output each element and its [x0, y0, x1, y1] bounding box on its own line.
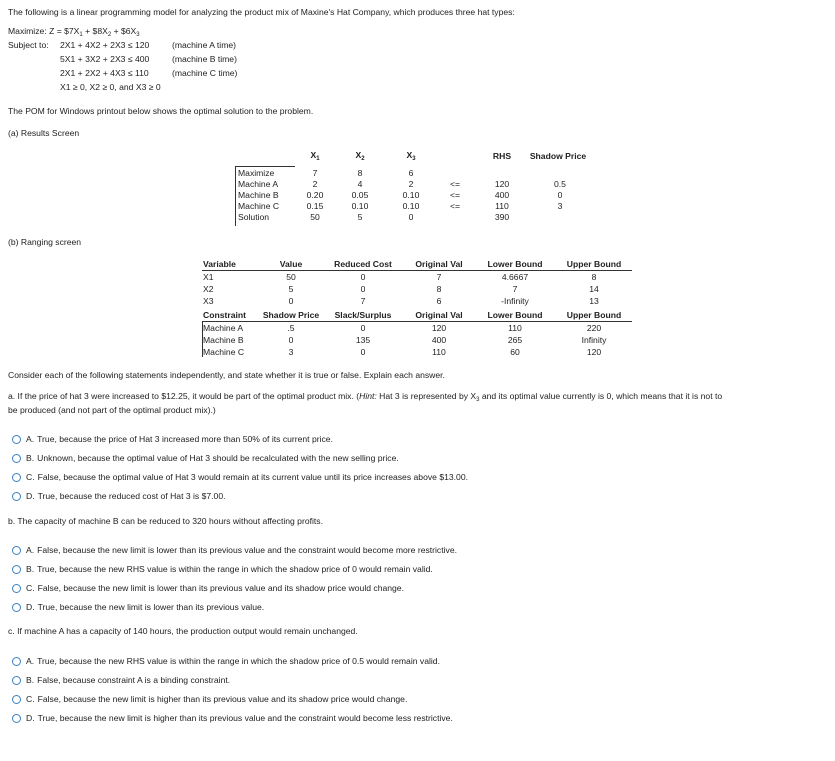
ranging-con-cell: 120	[586, 347, 602, 357]
radio-button[interactable]	[12, 714, 21, 723]
question-a-option-d[interactable]	[12, 491, 226, 501]
ranging-var-cell: 0	[360, 272, 366, 282]
option-text: True, because the new limit is lower than its previous value.	[37, 602, 265, 612]
results-cell-op: <=	[449, 201, 461, 211]
ranging-con-cell: Machine B	[203, 335, 244, 345]
option-text: False, because the new limit is lower than its previous value and its shadow price would change.	[37, 583, 404, 593]
ranging-var-cell: 7	[360, 296, 366, 306]
results-header-shadow: Shadow Price	[529, 151, 587, 161]
ranging-var-cell: 5	[288, 284, 294, 294]
constraint-a: 2X1 + 4X2 + 2X3 ≤ 120	[60, 40, 150, 50]
question-c-option-b[interactable]	[12, 675, 230, 685]
ranging-var-cell: 7	[512, 284, 518, 294]
radio-button[interactable]	[12, 603, 21, 612]
ranging-con-cell: 0	[360, 323, 366, 333]
results-cell-x2: 5	[357, 212, 363, 222]
ranging-con-cell: Machine A	[203, 323, 244, 333]
radio-button[interactable]	[12, 565, 21, 574]
results-cell-x2: 0.05	[351, 190, 369, 200]
question-b-option-a[interactable]	[12, 545, 457, 555]
results-cell-sp: 0	[557, 190, 563, 200]
ranging-con-header: Slack/Surplus	[334, 310, 392, 320]
option-text: True, because the reduced cost of Hat 3 is $7.00.	[37, 491, 226, 501]
ranging-con-cell: 220	[586, 323, 602, 333]
constraint-c: 2X1 + 2X2 + 4X3 ≤ 110	[60, 68, 149, 78]
question-c-option-c[interactable]	[12, 694, 407, 704]
results-header-x3: $X_3$	[406, 150, 416, 162]
option-key: B.	[26, 453, 35, 463]
ranging-con-cell: 400	[431, 335, 447, 345]
objective-function: Maximize: $Z = \$7X_1$ + $\$8X_2$ + $\$6X_3$	[8, 26, 140, 38]
constraint-b: 5X1 + 3X2 + 2X3 ≤ 400	[60, 54, 150, 64]
option-key: C.	[26, 472, 35, 482]
results-cell-sp: 3	[557, 201, 563, 211]
ranging-var-header: Upper Bound	[566, 259, 622, 269]
results-label: (a) Results Screen	[8, 128, 80, 138]
radio-button[interactable]	[12, 435, 21, 444]
constraint-a-note: (machine A time)	[172, 40, 236, 50]
option-text: True, because the price of Hat 3 increased more than 50% of its current price.	[37, 434, 333, 444]
results-cell-label: Solution	[238, 212, 270, 222]
results-cell-op: <=	[449, 179, 461, 189]
option-text: True, because the new limit is higher than its previous value and the constraint would become less restrictive.	[37, 713, 453, 723]
radio-button[interactable]	[12, 546, 21, 555]
question-a-option-c[interactable]	[12, 472, 468, 482]
option-key: C.	[26, 694, 35, 704]
ranging-var-cell: 13	[589, 296, 599, 306]
ranging-con-cell: 120	[431, 323, 447, 333]
results-cell-x3: 2	[408, 179, 414, 189]
results-cell-rhs: 120	[494, 179, 510, 189]
option-text: False, because the new limit is higher than its previous value and its shadow price would change.	[37, 694, 408, 704]
nonnegativity: X1 ≥ 0, X2 ≥ 0, and X3 ≥ 0	[60, 82, 161, 92]
ranging-con-cell: 135	[355, 335, 371, 345]
ranging-con-cell: Infinity	[581, 335, 607, 345]
option-key: B.	[26, 675, 35, 685]
option-key: B.	[26, 564, 35, 574]
ranging-var-cell: X3	[203, 296, 214, 306]
question-c-text: c. If machine A has a capacity of 140 hours, the production output would remain unchanged.	[8, 626, 358, 636]
ranging-con-cell: .5	[287, 323, 295, 333]
option-text: False, because constraint A is a binding constraint.	[37, 675, 231, 685]
results-cell-x1: 0.20	[306, 190, 324, 200]
option-text: True, because the new RHS value is within the range in which the shadow price of 0.5 would remain valid.	[37, 656, 440, 666]
radio-button[interactable]	[12, 473, 21, 482]
ranging-con-cell: 110	[432, 347, 446, 357]
ranging-var-header: Value	[279, 259, 303, 269]
results-cell-x2: 0.10	[351, 201, 369, 211]
question-b-text: b. The capacity of machine B can be reduced to 320 hours without affecting profits.	[8, 516, 323, 526]
ranging-con-header: Constraint	[203, 310, 246, 320]
results-cell-rhs: 400	[494, 190, 510, 200]
ranging-var-cell: 7	[436, 272, 442, 282]
results-cell-x1: 7	[312, 168, 318, 178]
ranging-var-cell: 14	[589, 284, 599, 294]
results-header-rhs: RHS	[492, 151, 512, 161]
question-a-option-b[interactable]	[12, 453, 399, 463]
question-c-option-a[interactable]	[12, 656, 440, 666]
radio-button[interactable]	[12, 657, 21, 666]
results-header-x2: $X_2$	[355, 150, 365, 162]
ranging-var-cell: X2	[203, 284, 214, 294]
ranging-con-cell: 110	[508, 323, 522, 333]
question-a-text: a. If the price of hat 3 were increased to $12.25, it would be part of the optimal product mix. (Hint: Hat 3 is represented by $X_3$ and its optimal value currently is 0, which means that it is not to	[8, 391, 723, 403]
ranging-con-cell: 3	[288, 347, 294, 357]
option-text: False, because the optimal value of Hat 3 would remain at its current value until its price increases above $13.00.	[37, 472, 468, 482]
results-cell-label: Machine B	[238, 190, 279, 200]
results-cell-rhs: 390	[494, 212, 510, 222]
results-cell-label: Machine C	[238, 201, 280, 211]
option-key: D.	[26, 713, 35, 723]
ranging-var-cell: -Infinity	[501, 296, 529, 306]
option-key: D.	[26, 491, 35, 501]
results-cell-x3: 0.10	[402, 190, 420, 200]
ranging-var-cell: 8	[591, 272, 597, 282]
radio-button[interactable]	[12, 454, 21, 463]
results-cell-x1: 50	[310, 212, 320, 222]
question-a-text-cont: be produced (and not part of the optimal product mix).)	[8, 405, 216, 415]
pom-text: The POM for Windows printout below shows the optimal solution to the problem.	[8, 106, 314, 116]
consider-text: Consider each of the following statements independently, and state whether it is true or false. Explain each answer.	[8, 370, 445, 380]
results-cell-rhs: 110	[495, 201, 509, 211]
ranging-var-header: Original Val	[415, 259, 463, 269]
results-cell-x3: 0	[408, 212, 414, 222]
results-cell-label: Maximize	[238, 168, 275, 178]
ranging-var-header: Lower Bound	[487, 259, 543, 269]
ranging-con-cell: 0	[288, 335, 294, 345]
radio-button[interactable]	[12, 492, 21, 501]
subject-to-label: Subject to:	[8, 40, 49, 50]
ranging-con-cell: 60	[510, 347, 520, 357]
option-text: False, because the new limit is lower than its previous value and the constraint would become more restrictive.	[37, 545, 457, 555]
ranging-var-cell: 8	[436, 284, 442, 294]
intro-text: The following is a linear programming model for analyzing the product mix of Maxine's Hat Company, which produces three hat types:	[8, 7, 515, 17]
option-key: D.	[26, 602, 35, 612]
ranging-var-cell: 0	[360, 284, 366, 294]
ranging-con-header: Original Val	[415, 310, 463, 320]
ranging-var-header: Variable	[203, 259, 236, 269]
question-b-option-c[interactable]	[12, 583, 404, 593]
question-a-option-a[interactable]	[12, 434, 333, 444]
question-c-option-d[interactable]	[12, 713, 453, 723]
ranging-con-cell: 265	[507, 335, 523, 345]
results-cell-x2: 4	[357, 179, 363, 189]
constraint-c-note: (machine C time)	[172, 68, 238, 78]
results-cell-x2: 8	[357, 168, 363, 178]
ranging-con-header: Lower Bound	[487, 310, 543, 320]
radio-button[interactable]	[12, 676, 21, 685]
results-cell-x1: 2	[312, 179, 318, 189]
option-key: A.	[26, 434, 35, 444]
radio-button[interactable]	[12, 695, 21, 704]
ranging-var-cell: 6	[436, 296, 442, 306]
results-cell-x3: 6	[408, 168, 414, 178]
results-cell-op: <=	[449, 190, 461, 200]
option-key: C.	[26, 583, 35, 593]
results-cell-sp: 0.5	[554, 179, 566, 189]
option-text: Unknown, because the optimal value of Hat 3 should be recalculated with the new selling price.	[37, 453, 399, 463]
ranging-var-header: Reduced Cost	[334, 259, 392, 269]
ranging-var-cell: 0	[288, 296, 294, 306]
option-key: A.	[26, 656, 35, 666]
option-key: A.	[26, 545, 35, 555]
ranging-con-header: Shadow Price	[262, 310, 320, 320]
question-b-option-b[interactable]	[12, 564, 433, 574]
ranging-con-cell: 0	[360, 347, 366, 357]
results-cell-label: Machine A	[238, 179, 279, 189]
question-b-option-d[interactable]	[12, 602, 264, 612]
ranging-var-cell: X1	[203, 272, 214, 282]
results-cell-x1: 0.15	[306, 201, 324, 211]
ranging-label: (b) Ranging screen	[8, 237, 82, 247]
ranging-con-header: Upper Bound	[566, 310, 622, 320]
constraint-b-note: (machine B time)	[172, 54, 237, 64]
ranging-var-cell: 4.6667	[501, 272, 529, 282]
results-cell-x3: 0.10	[402, 201, 420, 211]
ranging-var-cell: 50	[286, 272, 296, 282]
results-header-x1: $X_1$	[310, 150, 320, 162]
ranging-con-cell: Machine C	[203, 347, 245, 357]
radio-button[interactable]	[12, 584, 21, 593]
option-text: True, because the new RHS value is within the range in which the shadow price of 0 would remain valid.	[37, 564, 433, 574]
